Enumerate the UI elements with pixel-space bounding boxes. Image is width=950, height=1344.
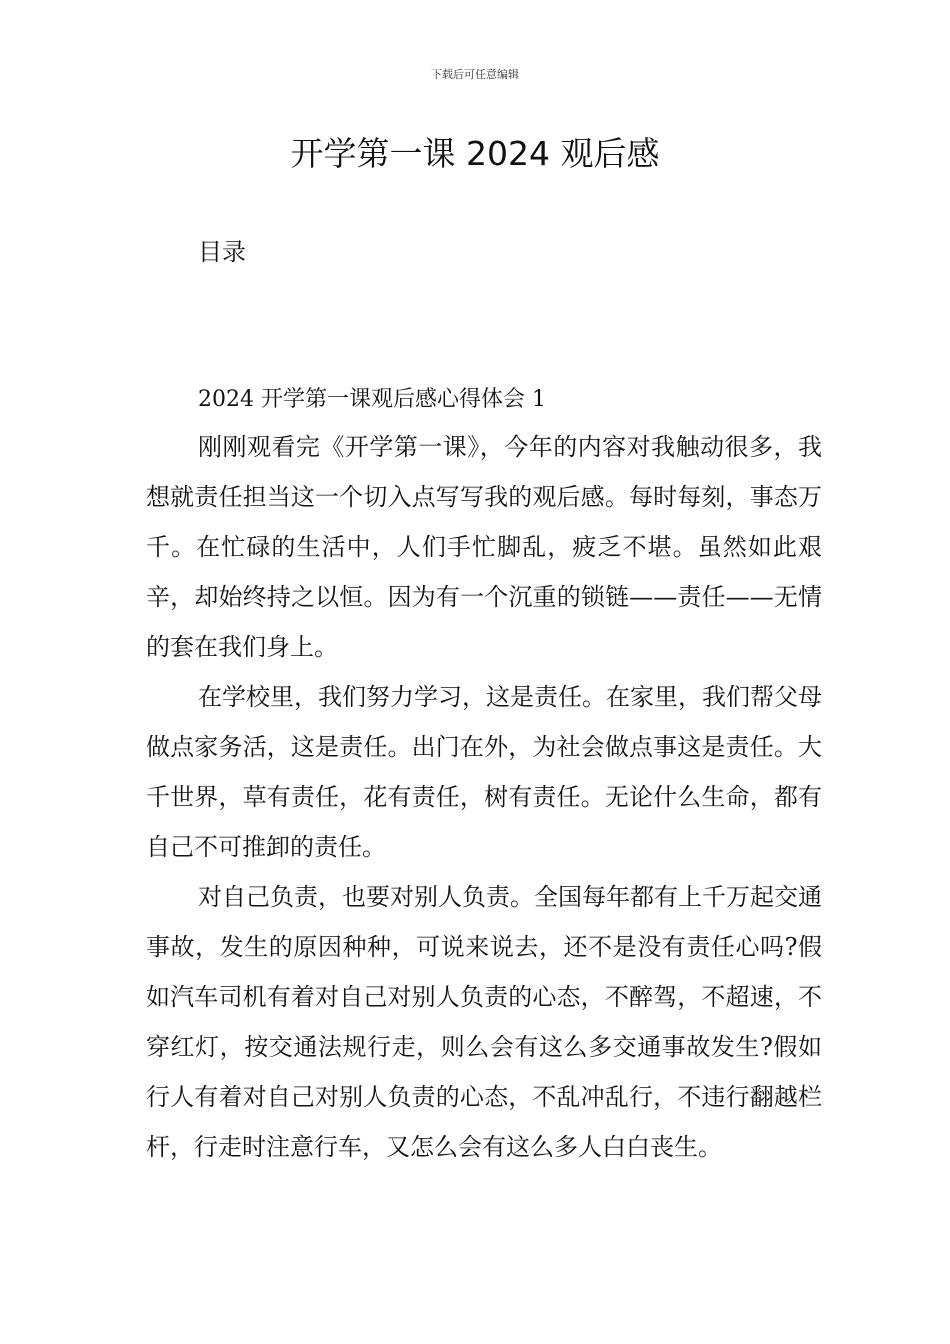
section-heading: 2024 开学第一课观后感心得体会 1 [198, 387, 546, 412]
paragraph: 刚刚观看完《开学第一课》，今年的内容对我触动很多，我想就责任担当这一个切入点写写我的观后感。每时每刻，事态万千。在忙碌的生活中，人们手忙脚乱，疲乏不堪。虽然如此艰辛，却始终持之以恒。因为有一个沉重的锁链——责任——无情的套在我们身上。 [146, 433, 822, 661]
paragraph: 在学校里，我们努力学习，这是责任。在家里，我们帮父母做点家务活，这是责任。出门在外，为社会做点事这是责任。大千世界，草有责任，花有责任，树有责任。无论什么生命，都有自己不可推卸的责任。 [146, 683, 822, 861]
document-title: 开学第一课 2024 观后感 [290, 134, 660, 173]
paragraph: 对自己负责，也要对别人负责。全国每年都有上千万起交通事故，发生的原因种种，可说来说去，还不是没有责任心吗?假如汽车司机有着对自己对别人负责的心态，不醉驾，不超速，不穿红灯，按交通法规行走，则么会有这么多交通事故发生?假如行人有着对自己对别人负责的心态，不乱冲乱行，不违行翻越栏杆，行走时注意行车，又怎么会有这么多人白白丧生。 [146, 883, 822, 1161]
body-text [146, 422, 822, 1172]
header-note: 下载后可任意编辑 [431, 68, 519, 81]
toc-label: 目录 [198, 238, 246, 266]
